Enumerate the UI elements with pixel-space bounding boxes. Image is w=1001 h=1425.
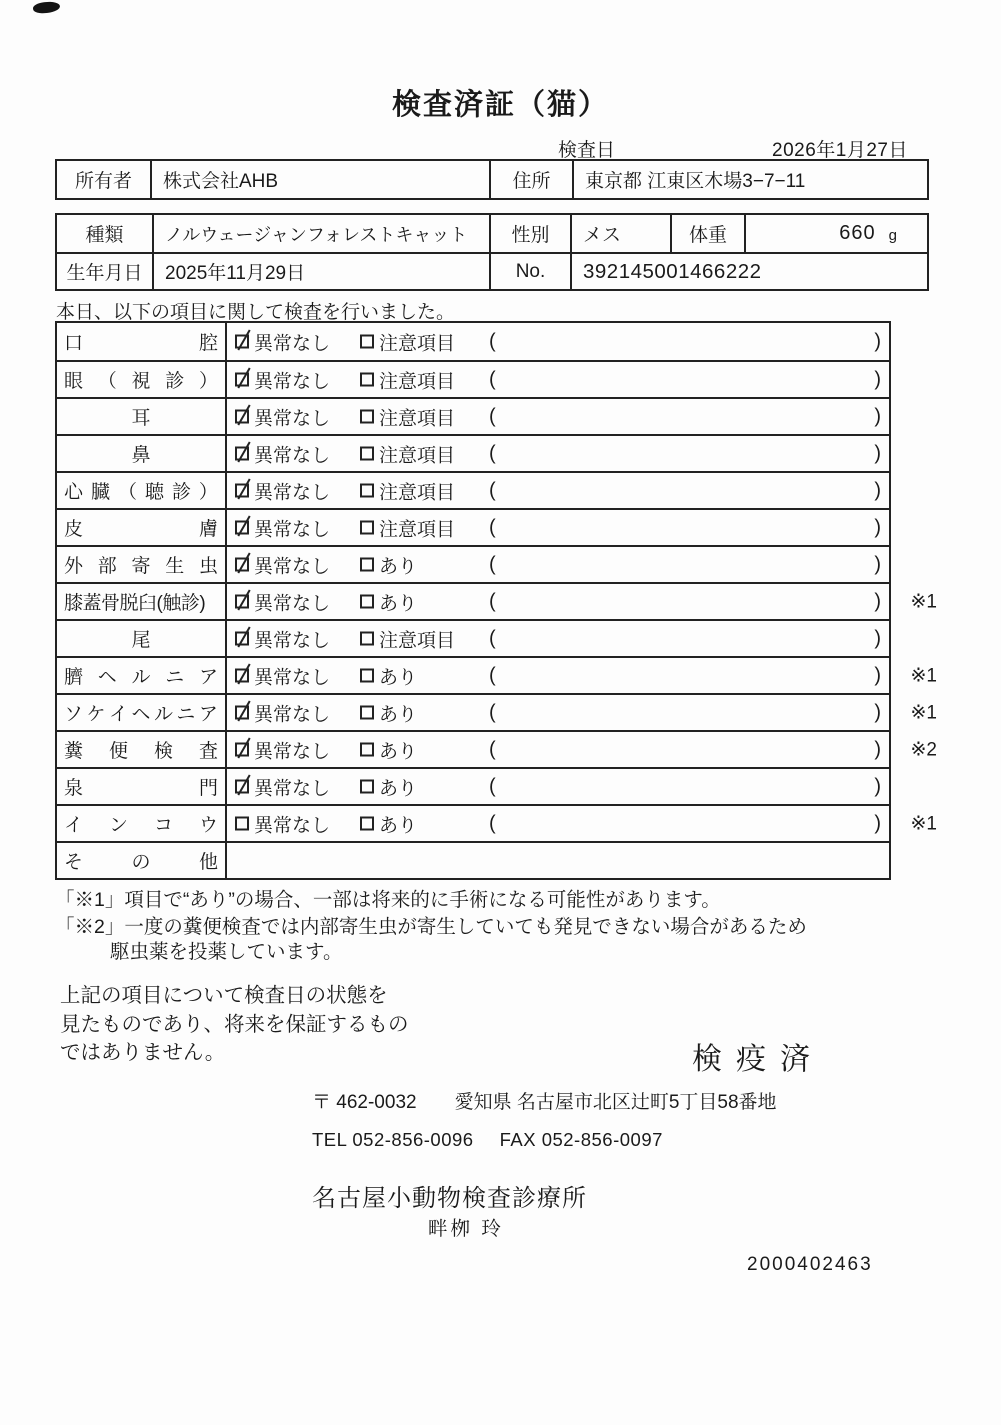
- normal-label: 異常なし: [254, 445, 331, 466]
- no-value: 392145001466222: [570, 254, 927, 289]
- inspection-item-label: イ ン コ ウ: [57, 806, 227, 841]
- inspection-row: [57, 841, 889, 878]
- inspection-row: [57, 730, 937, 767]
- inspection-row: [57, 323, 889, 360]
- normal-checkbox-group: [235, 440, 330, 467]
- open-paren: (: [489, 701, 496, 723]
- inspection-item-label: 眼 （ 視 診 ）: [57, 362, 227, 397]
- inspection-row: [57, 804, 937, 841]
- normal-checkbox-group: [235, 736, 330, 763]
- inspection-row-content: [227, 510, 889, 545]
- open-paren: (: [489, 330, 496, 352]
- intro-text: 本日、以下の項目に関して検査を行いました。: [56, 302, 456, 323]
- option-label: あり: [379, 741, 418, 762]
- open-paren: (: [489, 738, 496, 760]
- disclaimer-line-1: 上記の項目について検査日の状態を: [60, 984, 388, 1007]
- birth-value: 2025年11月29日: [152, 254, 489, 289]
- normal-label: 異常なし: [254, 593, 331, 614]
- close-paren: ): [874, 590, 881, 612]
- inspection-row-content: [227, 806, 889, 841]
- close-paren: ): [874, 812, 881, 834]
- option-checkbox-group: [360, 514, 455, 541]
- inspection-item-label: 泉 門: [57, 769, 227, 804]
- birth-label: 生年月日: [66, 263, 143, 284]
- normal-label: 異常なし: [254, 778, 331, 799]
- inspection-item-label: 耳: [57, 399, 227, 434]
- inspection-row-content: [227, 399, 889, 434]
- checked-checkbox-icon: [235, 595, 249, 609]
- inspection-item-label: 外 部 寄 生 虫: [57, 547, 227, 582]
- sex-label: 性別: [489, 215, 570, 252]
- open-paren: (: [489, 590, 496, 612]
- option-checkbox-group: [360, 773, 417, 800]
- normal-label: 異常なし: [254, 408, 331, 429]
- species-label: 種類: [85, 225, 124, 246]
- veterinarian-name: 畔栁 玲: [428, 1218, 504, 1240]
- option-label: あり: [379, 667, 418, 688]
- normal-label: 異常なし: [254, 741, 331, 762]
- inspection-row-content: [227, 473, 889, 508]
- inspection-row-content: [227, 436, 889, 471]
- unchecked-checkbox-icon: [360, 780, 374, 794]
- normal-label: 異常なし: [254, 630, 331, 651]
- disclaimer-line-2: 見たものであり、将来を保証するもの: [60, 1012, 409, 1036]
- unchecked-checkbox-icon: [360, 447, 374, 461]
- footnote-2-continued: 駆虫薬を投薬しています。: [110, 941, 343, 963]
- remark-mark: ※1: [910, 813, 937, 834]
- option-label: 注意項目: [379, 519, 456, 540]
- option-checkbox-group: [360, 440, 455, 467]
- clinic-address-row: [312, 1087, 777, 1114]
- open-paren: (: [489, 812, 496, 834]
- option-label: 注意項目: [379, 408, 456, 429]
- owner-label: 所有者: [74, 171, 132, 192]
- inspection-item-label: ソ ケ イ ヘ ル ニ ア: [57, 695, 227, 730]
- unchecked-checkbox-icon: [360, 706, 374, 720]
- remark-mark: ※2: [910, 739, 937, 760]
- option-label: あり: [379, 704, 418, 725]
- option-checkbox-group: [360, 551, 417, 578]
- close-paren: ): [874, 330, 881, 352]
- unchecked-checkbox-icon: [360, 335, 374, 349]
- open-paren: (: [489, 664, 496, 686]
- close-paren: ): [874, 775, 881, 797]
- normal-checkbox-group: [235, 514, 330, 541]
- option-checkbox-group: [360, 699, 417, 726]
- inspection-row-content: [227, 362, 889, 397]
- remark-mark: ※1: [910, 591, 937, 612]
- normal-label: 異常なし: [254, 333, 331, 354]
- normal-checkbox-group: [235, 403, 330, 430]
- normal-label: 異常なし: [254, 667, 331, 688]
- normal-label: 異常なし: [254, 519, 331, 540]
- open-paren: (: [489, 516, 496, 538]
- open-paren: (: [489, 479, 496, 501]
- option-label: あり: [379, 815, 418, 836]
- unchecked-checkbox-icon: [235, 817, 249, 831]
- checked-checkbox-icon: [235, 632, 249, 646]
- unchecked-checkbox-icon: [360, 373, 374, 387]
- inspection-row: [57, 508, 889, 545]
- clinic-tel: TEL 052-856-0096: [312, 1129, 474, 1150]
- address-value: 東京都 江東区木場3−7−11: [572, 161, 927, 198]
- inspection-item-label: 膝蓋骨脱臼(触診): [57, 584, 227, 619]
- no-label: No.: [489, 254, 570, 289]
- inspection-item-label: 皮 膚: [57, 510, 227, 545]
- checked-checkbox-icon: [235, 410, 249, 424]
- inspection-row-content: [227, 658, 889, 693]
- unchecked-checkbox-icon: [360, 521, 374, 535]
- normal-checkbox-group: [235, 588, 330, 615]
- pet-table: [55, 213, 929, 291]
- close-paren: ): [874, 664, 881, 686]
- close-paren: ): [874, 479, 881, 501]
- footnote-2: 「※2」一度の糞便検査では内部寄生虫が寄生していても発見できない場合があるため: [55, 916, 807, 938]
- option-checkbox-group: [360, 477, 455, 504]
- inspection-row-content: [227, 584, 889, 619]
- footnote-1: 「※1」項目で“あり”の場合、一部は将来的に手術になる可能性があります。: [55, 889, 721, 911]
- inspection-item-label: 口 腔: [57, 323, 227, 360]
- checked-checkbox-icon: [235, 484, 249, 498]
- unchecked-checkbox-icon: [360, 484, 374, 498]
- quarantine-stamp: 検疫済: [692, 1043, 824, 1076]
- option-label: 注意項目: [379, 482, 456, 503]
- clinic-postal-code: 〒 462-0032: [312, 1092, 417, 1113]
- inspection-row-content: [227, 769, 889, 804]
- inspection-row: [57, 619, 889, 656]
- exam-date-label: 検査日: [558, 140, 616, 161]
- option-checkbox-group: [360, 366, 455, 393]
- normal-checkbox-group: [235, 366, 330, 393]
- unchecked-checkbox-icon: [360, 558, 374, 572]
- normal-checkbox-group: [235, 810, 330, 837]
- inspection-row: [57, 397, 889, 434]
- checked-checkbox-icon: [235, 373, 249, 387]
- checked-checkbox-icon: [235, 780, 249, 794]
- inspection-row-content: [227, 621, 889, 656]
- inspection-row: [57, 582, 937, 619]
- serial-number: 2000402463: [747, 1254, 873, 1275]
- unchecked-checkbox-icon: [360, 669, 374, 683]
- open-paren: (: [489, 553, 496, 575]
- inspection-item-label: 臍 ヘ ル ニ ア: [57, 658, 227, 693]
- open-paren: (: [489, 368, 496, 390]
- owner-value: 株式会社AHB: [150, 161, 489, 198]
- inspection-table: [55, 321, 937, 880]
- close-paren: ): [874, 405, 881, 427]
- pet-row-1: [57, 215, 927, 252]
- inspection-row-content: [227, 843, 889, 878]
- page-title: 検査済証（猫）: [391, 89, 609, 121]
- remark-mark: ※1: [910, 665, 937, 686]
- clinic-address: 愛知県 名古屋市北区辻町5丁目58番地: [454, 1092, 777, 1113]
- option-label: 注意項目: [379, 371, 456, 392]
- owner-table: [55, 159, 929, 200]
- unchecked-checkbox-icon: [360, 595, 374, 609]
- inspection-row-content: [227, 695, 889, 730]
- checked-checkbox-icon: [235, 335, 249, 349]
- checked-checkbox-icon: [235, 521, 249, 535]
- option-checkbox-group: [360, 810, 417, 837]
- option-label: あり: [379, 593, 418, 614]
- normal-checkbox-group: [235, 328, 330, 355]
- checked-checkbox-icon: [235, 669, 249, 683]
- clinic-fax: FAX 052-856-0097: [499, 1129, 663, 1150]
- weight-label: 体重: [670, 215, 744, 252]
- sex-value: メス: [570, 215, 670, 252]
- inspection-row: [57, 545, 889, 582]
- close-paren: ): [874, 516, 881, 538]
- disclaimer: [60, 982, 409, 1068]
- unchecked-checkbox-icon: [360, 410, 374, 424]
- inspection-item-label: 糞 便 検 査: [57, 732, 227, 767]
- checked-checkbox-icon: [235, 447, 249, 461]
- inspection-item-label: 尾: [57, 621, 227, 656]
- weight-value: 660: [839, 222, 876, 244]
- close-paren: ): [874, 701, 881, 723]
- exam-date-value: 2026年1月27日: [772, 140, 908, 161]
- option-checkbox-group: [360, 736, 417, 763]
- inspection-item-label: そ の 他: [57, 843, 227, 878]
- normal-checkbox-group: [235, 625, 330, 652]
- open-paren: (: [489, 627, 496, 649]
- inspection-item-label: 心 臓 （ 聴 診 ）: [57, 473, 227, 508]
- close-paren: ): [874, 442, 881, 464]
- inspection-row: [57, 656, 937, 693]
- normal-checkbox-group: [235, 477, 330, 504]
- clinic-name: 名古屋小動物検査診療所: [312, 1185, 587, 1212]
- normal-label: 異常なし: [254, 815, 331, 836]
- species-value: ノルウェージャンフォレストキャット: [152, 215, 489, 252]
- inspection-row-content: [227, 732, 889, 767]
- inspection-item-label: 鼻: [57, 436, 227, 471]
- pet-row-2: [57, 252, 927, 289]
- option-checkbox-group: [360, 588, 417, 615]
- open-paren: (: [489, 442, 496, 464]
- inspection-row-content: [227, 323, 889, 360]
- option-label: 注意項目: [379, 630, 456, 651]
- weight-unit: g: [888, 227, 897, 244]
- weight-cell: [744, 215, 927, 252]
- normal-checkbox-group: [235, 662, 330, 689]
- normal-label: 異常なし: [254, 482, 331, 503]
- inspection-row: [57, 471, 889, 508]
- option-checkbox-group: [360, 328, 455, 355]
- disclaimer-line-3: ではありません。: [60, 1041, 226, 1064]
- normal-checkbox-group: [235, 773, 330, 800]
- close-paren: ): [874, 738, 881, 760]
- close-paren: ): [874, 368, 881, 390]
- option-checkbox-group: [360, 625, 455, 652]
- option-checkbox-group: [360, 662, 417, 689]
- inspection-row-content: [227, 547, 889, 582]
- option-label: 注意項目: [379, 445, 456, 466]
- inspection-row: [57, 360, 889, 397]
- open-paren: (: [489, 405, 496, 427]
- normal-label: 異常なし: [254, 704, 331, 725]
- open-paren: (: [489, 775, 496, 797]
- inspection-row: [57, 767, 889, 804]
- unchecked-checkbox-icon: [360, 632, 374, 646]
- remark-mark: ※1: [910, 702, 937, 723]
- normal-checkbox-group: [235, 699, 330, 726]
- checked-checkbox-icon: [235, 743, 249, 757]
- unchecked-checkbox-icon: [360, 743, 374, 757]
- checked-checkbox-icon: [235, 558, 249, 572]
- inspection-row: [57, 434, 889, 471]
- close-paren: ): [874, 627, 881, 649]
- clinic-tel-row: [312, 1129, 663, 1151]
- option-checkbox-group: [360, 403, 455, 430]
- normal-label: 異常なし: [254, 371, 331, 392]
- owner-row: [57, 161, 927, 198]
- normal-checkbox-group: [235, 551, 330, 578]
- option-label: あり: [379, 556, 418, 577]
- unchecked-checkbox-icon: [360, 817, 374, 831]
- option-label: あり: [379, 778, 418, 799]
- scan-artifact: [32, 0, 60, 14]
- checked-checkbox-icon: [235, 706, 249, 720]
- address-label: 住所: [489, 161, 572, 198]
- option-label: 注意項目: [379, 333, 456, 354]
- normal-label: 異常なし: [254, 556, 331, 577]
- inspection-row: [57, 693, 937, 730]
- close-paren: ): [874, 553, 881, 575]
